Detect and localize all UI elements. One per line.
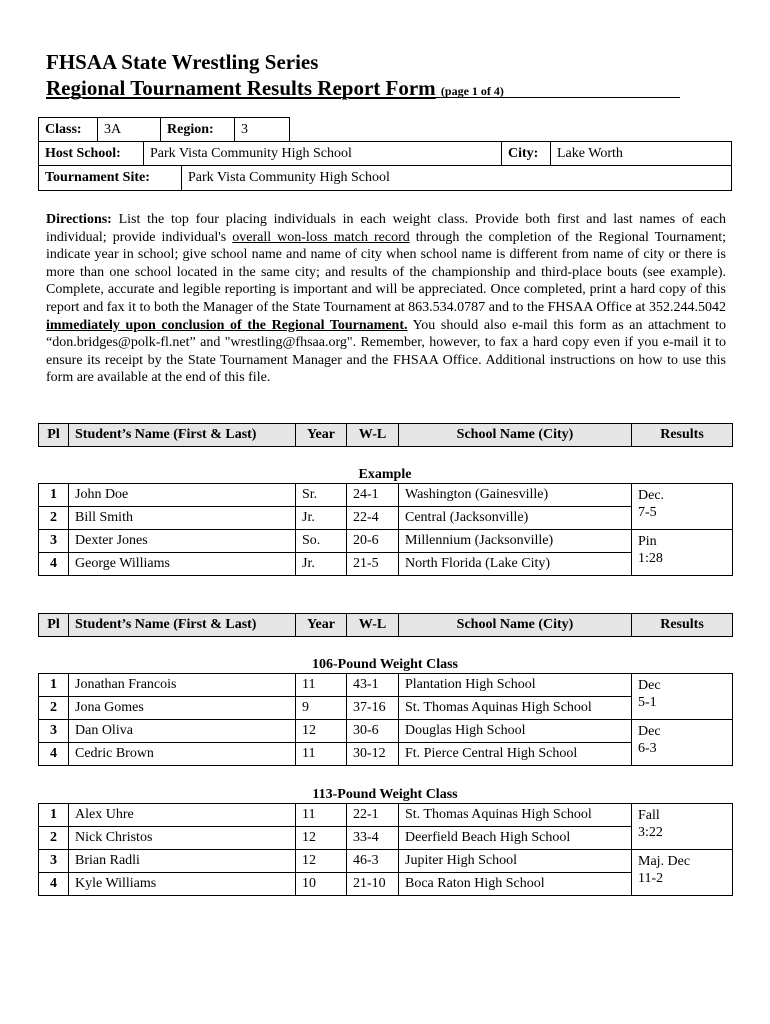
student-name-cell[interactable]: Cedric Brown xyxy=(69,743,296,766)
table-row xyxy=(39,674,733,697)
weight-class-113-table xyxy=(38,803,733,896)
result-type: Fall xyxy=(638,808,660,823)
school-cell[interactable]: Plantation High School xyxy=(399,674,632,697)
table-row xyxy=(39,484,733,507)
school-cell[interactable]: Jupiter High School xyxy=(399,850,632,873)
place-cell: 4 xyxy=(39,743,69,766)
host-school-field[interactable]: Park Vista Community High School xyxy=(143,141,502,166)
wl-cell[interactable]: 33-4 xyxy=(347,827,399,850)
region-label: Region: xyxy=(160,117,235,142)
year-cell[interactable]: 11 xyxy=(296,743,347,766)
championship-result-cell[interactable] xyxy=(632,804,733,850)
header-pl: Pl xyxy=(39,614,69,637)
wl-cell[interactable]: 24-1 xyxy=(347,484,399,507)
place-cell: 1 xyxy=(39,674,69,697)
school-cell[interactable]: St. Thomas Aquinas High School xyxy=(399,804,632,827)
table-row xyxy=(39,827,733,850)
school-cell[interactable]: Central (Jacksonville) xyxy=(399,507,632,530)
student-name-cell[interactable]: Brian Radli xyxy=(69,850,296,873)
table-row xyxy=(39,743,733,766)
school-cell[interactable]: Deerfield Beach High School xyxy=(399,827,632,850)
table-row xyxy=(39,873,733,896)
school-cell[interactable]: Boca Raton High School xyxy=(399,873,632,896)
year-cell[interactable]: 11 xyxy=(296,674,347,697)
student-name-cell[interactable]: Alex Uhre xyxy=(69,804,296,827)
school-cell[interactable]: St. Thomas Aquinas High School xyxy=(399,697,632,720)
student-name-cell[interactable]: Jona Gomes xyxy=(69,697,296,720)
place-cell: 2 xyxy=(39,507,69,530)
place-cell: 1 xyxy=(39,804,69,827)
city-field[interactable]: Lake Worth xyxy=(550,141,732,166)
year-cell[interactable]: 10 xyxy=(296,873,347,896)
example-title: Example xyxy=(358,467,412,482)
header-year: Year xyxy=(296,424,347,447)
form-subtitle-text: Regional Tournament Results Report Form xyxy=(46,76,436,100)
student-name-cell[interactable]: Nick Christos xyxy=(69,827,296,850)
directions-text-3: You should also e-mail this form as an attachment to “don.bridges@polk-fl.net” and "wrestling@fhsaa.org". Remember, however, to fax a hard copy even if you e-mail it to ensure its receipt by the State Tournament Manager and the FHSAA Office. Additional instructions on how to use this form are available at the end of this file. xyxy=(46,317,726,386)
directions-text-2: through the completion of the Regional Tournament; indicate year in school; give school name and name of city when school name is different from name of city or there is more than one school located in the same city; and results of the championship and third-place bouts (see example). Complete, accurate and legible reporting is important and will be appreciated. Once completed, print a hard copy of this report and fax it to both the Manager of the State Tournament at 863.534.0787 and to the FHSAA Office at 352.244.5042 xyxy=(46,229,726,315)
place-cell: 1 xyxy=(39,484,69,507)
year-cell[interactable]: 12 xyxy=(296,827,347,850)
header-student-name: Student’s Name (First & Last) xyxy=(69,614,296,637)
student-name-cell[interactable]: Dan Oliva xyxy=(69,720,296,743)
result-type: Maj. Dec xyxy=(638,854,691,869)
year-cell[interactable]: So. xyxy=(296,530,347,553)
result-score: 7-5 xyxy=(638,505,657,520)
place-cell: 3 xyxy=(39,530,69,553)
directions-underlined-record: overall won-loss match record xyxy=(232,229,410,245)
year-cell[interactable]: 12 xyxy=(296,720,347,743)
wl-cell[interactable]: 46-3 xyxy=(347,850,399,873)
result-type: Dec. xyxy=(638,488,665,503)
place-cell: 4 xyxy=(39,553,69,576)
table-row xyxy=(39,553,733,576)
header-results: Results xyxy=(632,614,733,637)
header-results: Results xyxy=(632,424,733,447)
example-table xyxy=(38,483,733,576)
championship-result-cell[interactable] xyxy=(632,484,733,530)
directions-immediately-notice: immediately upon conclusion of the Regional Tournament. xyxy=(46,317,408,333)
wl-cell[interactable]: 22-4 xyxy=(347,507,399,530)
result-score: 3:22 xyxy=(638,825,663,840)
directions-label: Directions: xyxy=(46,212,112,227)
result-score: 11-2 xyxy=(638,871,664,886)
host-school-label: Host School: xyxy=(38,141,144,166)
place-cell: 2 xyxy=(39,827,69,850)
championship-result-cell[interactable] xyxy=(632,674,733,720)
place-cell: 4 xyxy=(39,873,69,896)
year-cell[interactable]: 11 xyxy=(296,804,347,827)
directions-text-1: List the top four placing individuals in each weight class. Provide both first and last names of each individual; provide individual's xyxy=(46,212,726,245)
wl-cell[interactable]: 21-10 xyxy=(347,873,399,896)
school-cell[interactable]: Millennium (Jacksonville) xyxy=(399,530,632,553)
school-cell[interactable]: Douglas High School xyxy=(399,720,632,743)
student-name-cell[interactable]: George Williams xyxy=(69,553,296,576)
tournament-site-label: Tournament Site: xyxy=(38,165,182,191)
result-type: Dec xyxy=(638,724,661,739)
student-name-cell[interactable]: Jonathan Francois xyxy=(69,674,296,697)
place-cell: 3 xyxy=(39,720,69,743)
header-student-name: Student’s Name (First & Last) xyxy=(69,424,296,447)
wl-cell[interactable]: 37-16 xyxy=(347,697,399,720)
weight-class-106-title: 106-Pound Weight Class xyxy=(312,657,458,672)
weight-class-106-table xyxy=(38,673,733,766)
student-name-cell[interactable]: John Doe xyxy=(69,484,296,507)
year-cell[interactable]: Jr. xyxy=(296,507,347,530)
table-row xyxy=(39,507,733,530)
school-cell[interactable]: Washington (Gainesville) xyxy=(399,484,632,507)
class-field[interactable]: 3A xyxy=(97,117,161,142)
wl-cell[interactable]: 30-12 xyxy=(347,743,399,766)
page-indicator: (page 1 of 4) xyxy=(440,84,504,98)
wl-cell[interactable]: 43-1 xyxy=(347,674,399,697)
wl-cell[interactable]: 21-5 xyxy=(347,553,399,576)
header-year: Year xyxy=(296,614,347,637)
table-row xyxy=(39,804,733,827)
third-place-result-cell[interactable] xyxy=(632,850,733,896)
header-pl: Pl xyxy=(39,424,69,447)
header-wl: W-L xyxy=(347,614,399,637)
table-row xyxy=(39,850,733,873)
third-place-result-cell[interactable] xyxy=(632,720,733,766)
place-cell: 2 xyxy=(39,697,69,720)
weight-class-113-title: 113-Pound Weight Class xyxy=(312,787,458,802)
result-type: Dec xyxy=(638,678,661,693)
table-row xyxy=(39,697,733,720)
region-field[interactable]: 3 xyxy=(234,117,290,142)
result-type: Pin xyxy=(638,534,657,549)
result-score: 5-1 xyxy=(638,695,657,710)
tournament-site-field[interactable]: Park Vista Community High School xyxy=(181,165,732,191)
third-place-result-cell[interactable] xyxy=(632,530,733,576)
student-name-cell[interactable]: Kyle Williams xyxy=(69,873,296,896)
school-cell[interactable]: North Florida (Lake City) xyxy=(399,553,632,576)
header-wl: W-L xyxy=(347,424,399,447)
table-row xyxy=(39,530,733,553)
result-score: 6-3 xyxy=(638,741,657,756)
directions-paragraph xyxy=(46,211,726,387)
year-cell[interactable]: 9 xyxy=(296,697,347,720)
wl-cell[interactable]: 30-6 xyxy=(347,720,399,743)
year-cell[interactable]: Sr. xyxy=(296,484,347,507)
year-cell[interactable]: 12 xyxy=(296,850,347,873)
table-row xyxy=(39,720,733,743)
header-school: School Name (City) xyxy=(399,424,632,447)
city-label: City: xyxy=(501,141,551,166)
column-header-row-2 xyxy=(38,613,733,637)
class-label: Class: xyxy=(38,117,98,142)
result-score: 1:28 xyxy=(638,551,663,566)
wl-cell[interactable]: 22-1 xyxy=(347,804,399,827)
school-cell[interactable]: Ft. Pierce Central High School xyxy=(399,743,632,766)
title-underline xyxy=(46,97,680,98)
year-cell[interactable]: Jr. xyxy=(296,553,347,576)
student-name-cell[interactable]: Bill Smith xyxy=(69,507,296,530)
column-header-row-1 xyxy=(38,423,733,447)
student-name-cell[interactable]: Dexter Jones xyxy=(69,530,296,553)
header-school: School Name (City) xyxy=(399,614,632,637)
form-title: FHSAA State Wrestling Series xyxy=(46,50,319,74)
wl-cell[interactable]: 20-6 xyxy=(347,530,399,553)
place-cell: 3 xyxy=(39,850,69,873)
